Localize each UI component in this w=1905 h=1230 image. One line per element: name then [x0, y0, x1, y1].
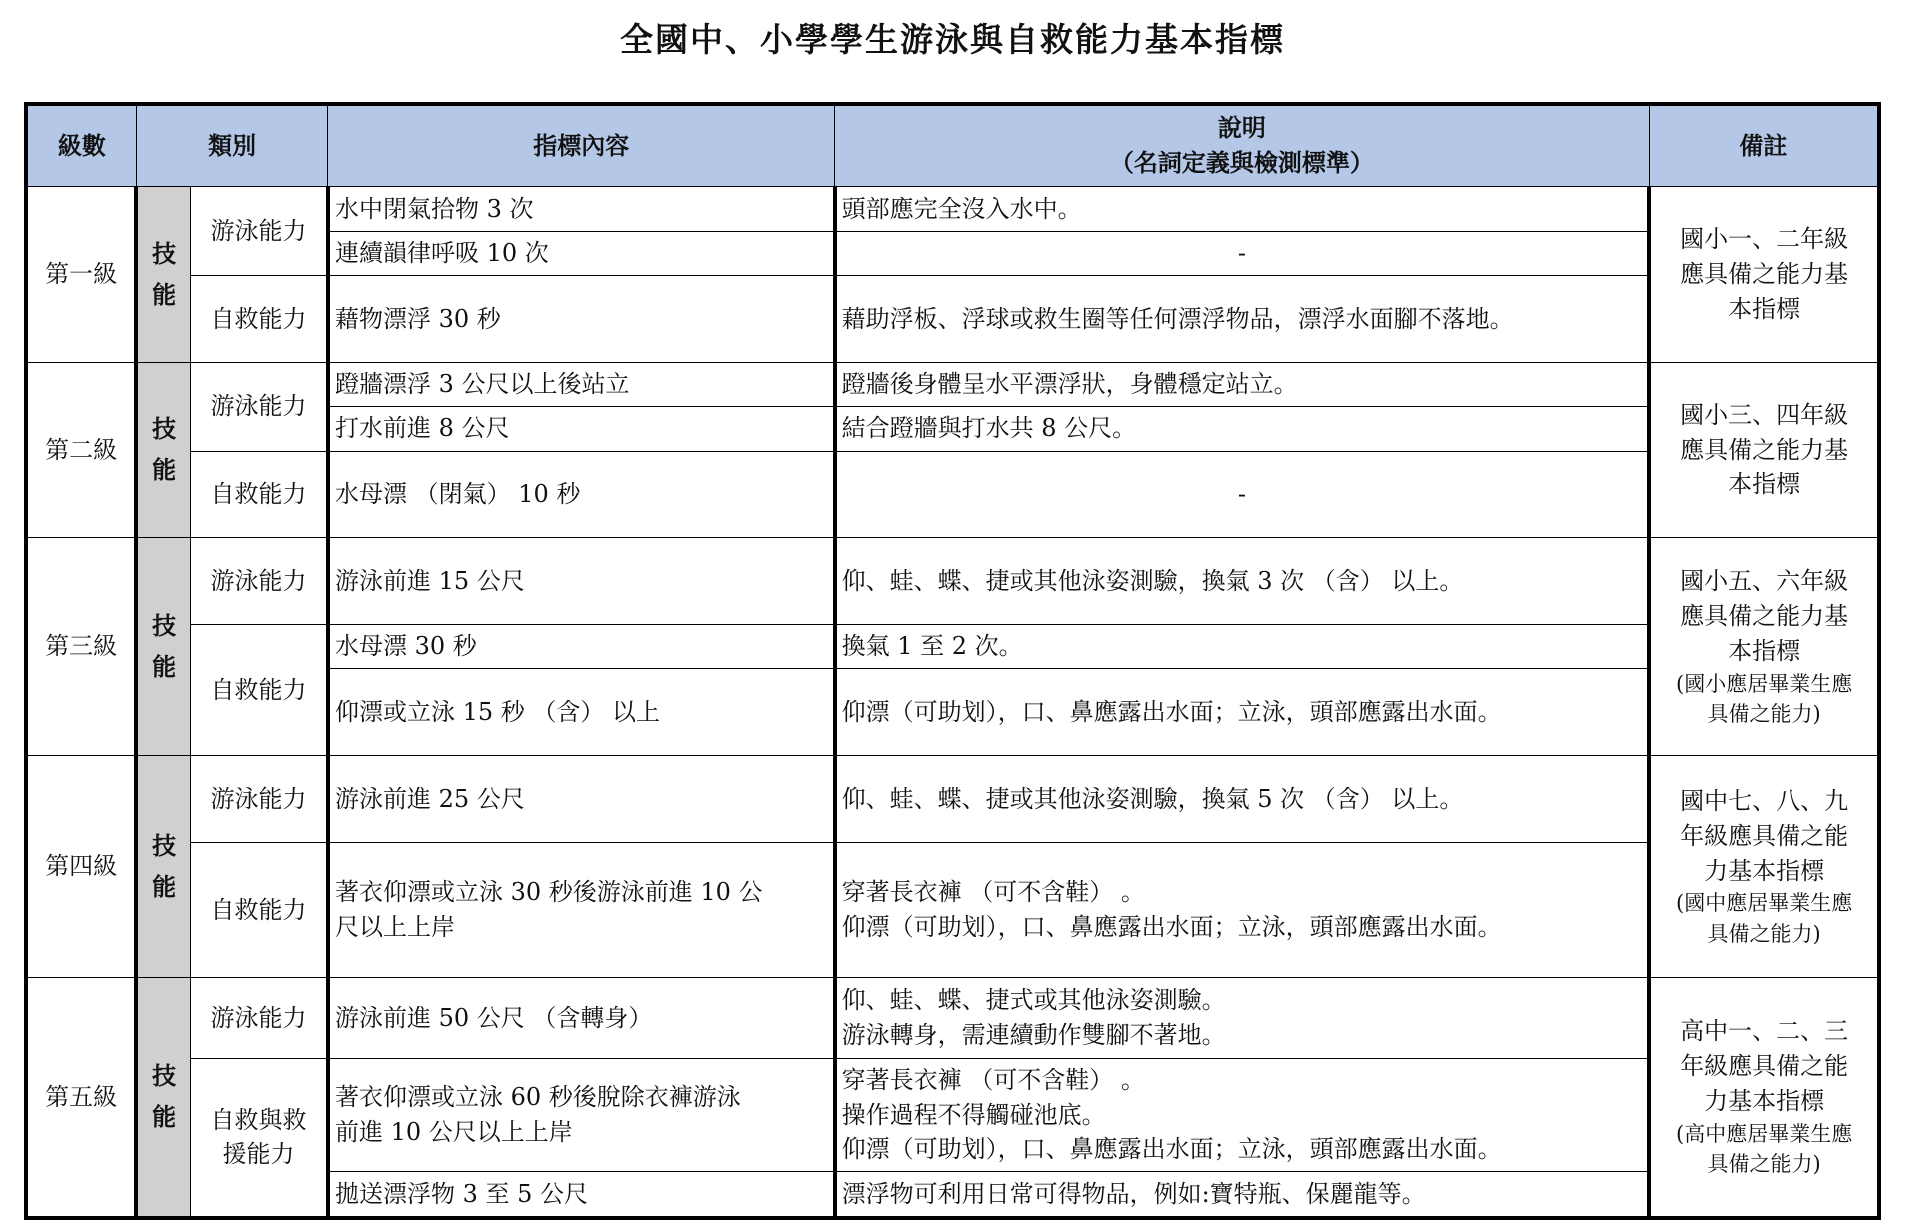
note-line: (國中應居畢業生應: [1676, 891, 1853, 916]
table-row: [26, 362, 1879, 406]
category-char: 能: [152, 1103, 177, 1132]
indicator-line: 著衣仰漂或立泳 60 秒後脫除衣褲游泳: [334, 1083, 741, 1112]
header-row: [26, 104, 1879, 187]
table-row: [26, 1058, 1879, 1171]
level-name: 第五級: [26, 978, 136, 1218]
note-line: 力基本指標: [1704, 1087, 1825, 1116]
category-char: 能: [152, 280, 177, 309]
description-cell: [835, 843, 1650, 978]
table-row: [26, 538, 1879, 625]
description-cell: [835, 1058, 1650, 1171]
category-skill: [136, 756, 190, 978]
indicator-cell: 水母漂 （閉氣） 10 秒: [328, 451, 835, 538]
description-cell: 仰、蛙、蝶、捷或其他泳姿測驗，換氣 3 次 （含） 以上。: [835, 538, 1650, 625]
subcategory-swim: 游泳能力: [191, 362, 328, 451]
level-name: 第三級: [26, 538, 136, 756]
level-name: 第四級: [26, 756, 136, 978]
table-row: [26, 843, 1879, 978]
subcategory-self-rescue: 自救能力: [191, 843, 328, 978]
category-char: 能: [152, 652, 177, 681]
note-line: 本指標: [1728, 470, 1801, 499]
description-cell: 結合蹬牆與打水共 8 公尺。: [835, 407, 1650, 451]
table-row: [26, 625, 1879, 669]
category-skill: [136, 362, 190, 538]
header-description-line1: 說明: [1217, 114, 1266, 143]
subcategory-self-rescue: 自救能力: [191, 451, 328, 538]
note-cell: [1649, 187, 1879, 363]
description-cell: 仰、蛙、蝶、捷或其他泳姿測驗，換氣 5 次 （含） 以上。: [835, 756, 1650, 843]
header-category: 類別: [136, 104, 328, 187]
indicator-cell: [328, 843, 835, 978]
note-line: 應具備之能力基: [1680, 435, 1849, 464]
note-line: 國小五、六年級: [1680, 567, 1849, 596]
description-line: 游泳轉身，需連續動作雙腳不著地。: [841, 1021, 1226, 1050]
category-skill: [136, 538, 190, 756]
subcategory-self-rescue: [191, 1058, 328, 1218]
description-cell: -: [835, 231, 1650, 275]
description-line: 仰漂（可助划），口、鼻應露出水面；立泳，頭部應露出水面。: [841, 1135, 1502, 1164]
header-description: [835, 104, 1650, 187]
subcategory-swim: 游泳能力: [191, 756, 328, 843]
note-cell: [1649, 978, 1879, 1218]
header-note: 備註: [1649, 104, 1879, 187]
note-cell: [1649, 538, 1879, 756]
indicator-cell: 游泳前進 15 公尺: [328, 538, 835, 625]
description-cell: 蹬牆後身體呈水平漂浮狀，身體穩定站立。: [835, 362, 1650, 406]
category-skill: [136, 187, 190, 363]
note-line: 年級應具備之能: [1680, 821, 1849, 850]
note-line: 應具備之能力基: [1680, 260, 1849, 289]
description-cell: 藉助浮板、浮球或救生圈等任何漂浮物品，漂浮水面腳不落地。: [835, 276, 1650, 363]
note-line: 國小一、二年級: [1680, 225, 1849, 254]
description-cell: 仰漂（可助划），口、鼻應露出水面；立泳，頭部應露出水面。: [835, 669, 1650, 756]
subcategory-line: 自救與救: [210, 1105, 307, 1134]
indicator-cell: 打水前進 8 公尺: [328, 407, 835, 451]
description-cell: 頭部應完全沒入水中。: [835, 187, 1650, 231]
note-line: 國小三、四年級: [1680, 400, 1849, 429]
table-row: [26, 978, 1879, 1059]
subcategory-line: 援能力: [222, 1140, 295, 1169]
note-line: (高中應居畢業生應: [1676, 1121, 1853, 1146]
category-char: 能: [152, 456, 177, 485]
indicator-cell: 水母漂 30 秒: [328, 625, 835, 669]
note-line: 具備之能力): [1707, 701, 1821, 726]
description-line: 仰漂（可助划），口、鼻應露出水面；立泳，頭部應露出水面。: [841, 913, 1502, 942]
note-line: 高中一、二、三: [1680, 1017, 1849, 1046]
indicator-cell: 水中閉氣拾物 3 次: [328, 187, 835, 231]
indicator-line: 著衣仰漂或立泳 30 秒後游泳前進 10 公: [334, 878, 763, 907]
indicator-cell: 藉物漂浮 30 秒: [328, 276, 835, 363]
note-line: (國小應居畢業生應: [1676, 671, 1853, 696]
subcategory-self-rescue: 自救能力: [191, 276, 328, 363]
page-title: 全國中、小學學生游泳與自救能力基本指標: [620, 20, 1285, 59]
note-line: 本指標: [1728, 636, 1801, 665]
category-char: 技: [152, 239, 177, 268]
table-row: [26, 276, 1879, 363]
indicator-cell: 連續韻律呼吸 10 次: [328, 231, 835, 275]
description-line: 穿著長衣褲 （可不含鞋） 。: [841, 878, 1145, 907]
indicator-table: [24, 102, 1881, 1220]
indicator-line: 前進 10 公尺以上上岸: [334, 1117, 573, 1146]
indicator-cell: 蹬牆漂浮 3 公尺以上後站立: [328, 362, 835, 406]
note-cell: [1649, 756, 1879, 978]
note-line: 國中七、八、九: [1680, 787, 1849, 816]
subcategory-swim: 游泳能力: [191, 187, 328, 276]
description-cell: -: [835, 451, 1650, 538]
category-char: 能: [152, 872, 177, 901]
category-skill: [136, 978, 190, 1218]
description-cell: 換氣 1 至 2 次。: [835, 625, 1650, 669]
table-row: [26, 451, 1879, 538]
subcategory-swim: 游泳能力: [191, 538, 328, 625]
header-indicator: 指標內容: [328, 104, 835, 187]
description-line: 操作過程不得觸碰池底。: [841, 1100, 1106, 1129]
description-cell: 漂浮物可利用日常可得物品，例如:寶特瓶、保麗龍等。: [835, 1171, 1650, 1218]
subcategory-swim: 游泳能力: [191, 978, 328, 1059]
category-char: 技: [152, 1062, 177, 1091]
note-line: 本指標: [1728, 294, 1801, 323]
indicator-cell: 游泳前進 25 公尺: [328, 756, 835, 843]
note-cell: [1649, 362, 1879, 538]
level-name: 第二級: [26, 362, 136, 538]
table-row: [26, 756, 1879, 843]
header-level: 級數: [26, 104, 136, 187]
note-line: 具備之能力): [1707, 921, 1821, 946]
subcategory-self-rescue: 自救能力: [191, 625, 328, 756]
note-line: 年級應具備之能: [1680, 1052, 1849, 1081]
indicator-cell: 仰漂或立泳 15 秒 （含） 以上: [328, 669, 835, 756]
indicator-line: 尺以上上岸: [334, 913, 455, 942]
category-char: 技: [152, 415, 177, 444]
category-char: 技: [152, 611, 177, 640]
table-row: [26, 187, 1879, 231]
description-line: 穿著長衣褲 （可不含鞋） 。: [841, 1065, 1145, 1094]
note-line: 具備之能力): [1707, 1152, 1821, 1177]
category-char: 技: [152, 831, 177, 860]
indicator-cell: [328, 1058, 835, 1171]
header-description-line2: （名詞定義與檢測標準）: [1109, 149, 1374, 178]
note-line: 應具備之能力基: [1680, 601, 1849, 630]
level-name: 第一級: [26, 187, 136, 363]
indicator-cell: 游泳前進 50 公尺 （含轉身）: [328, 978, 835, 1059]
description-cell: [835, 978, 1650, 1059]
indicator-cell: 拋送漂浮物 3 至 5 公尺: [328, 1171, 835, 1218]
description-line: 仰、蛙、蝶、捷式或其他泳姿測驗。: [841, 986, 1226, 1015]
note-line: 力基本指標: [1704, 856, 1825, 885]
